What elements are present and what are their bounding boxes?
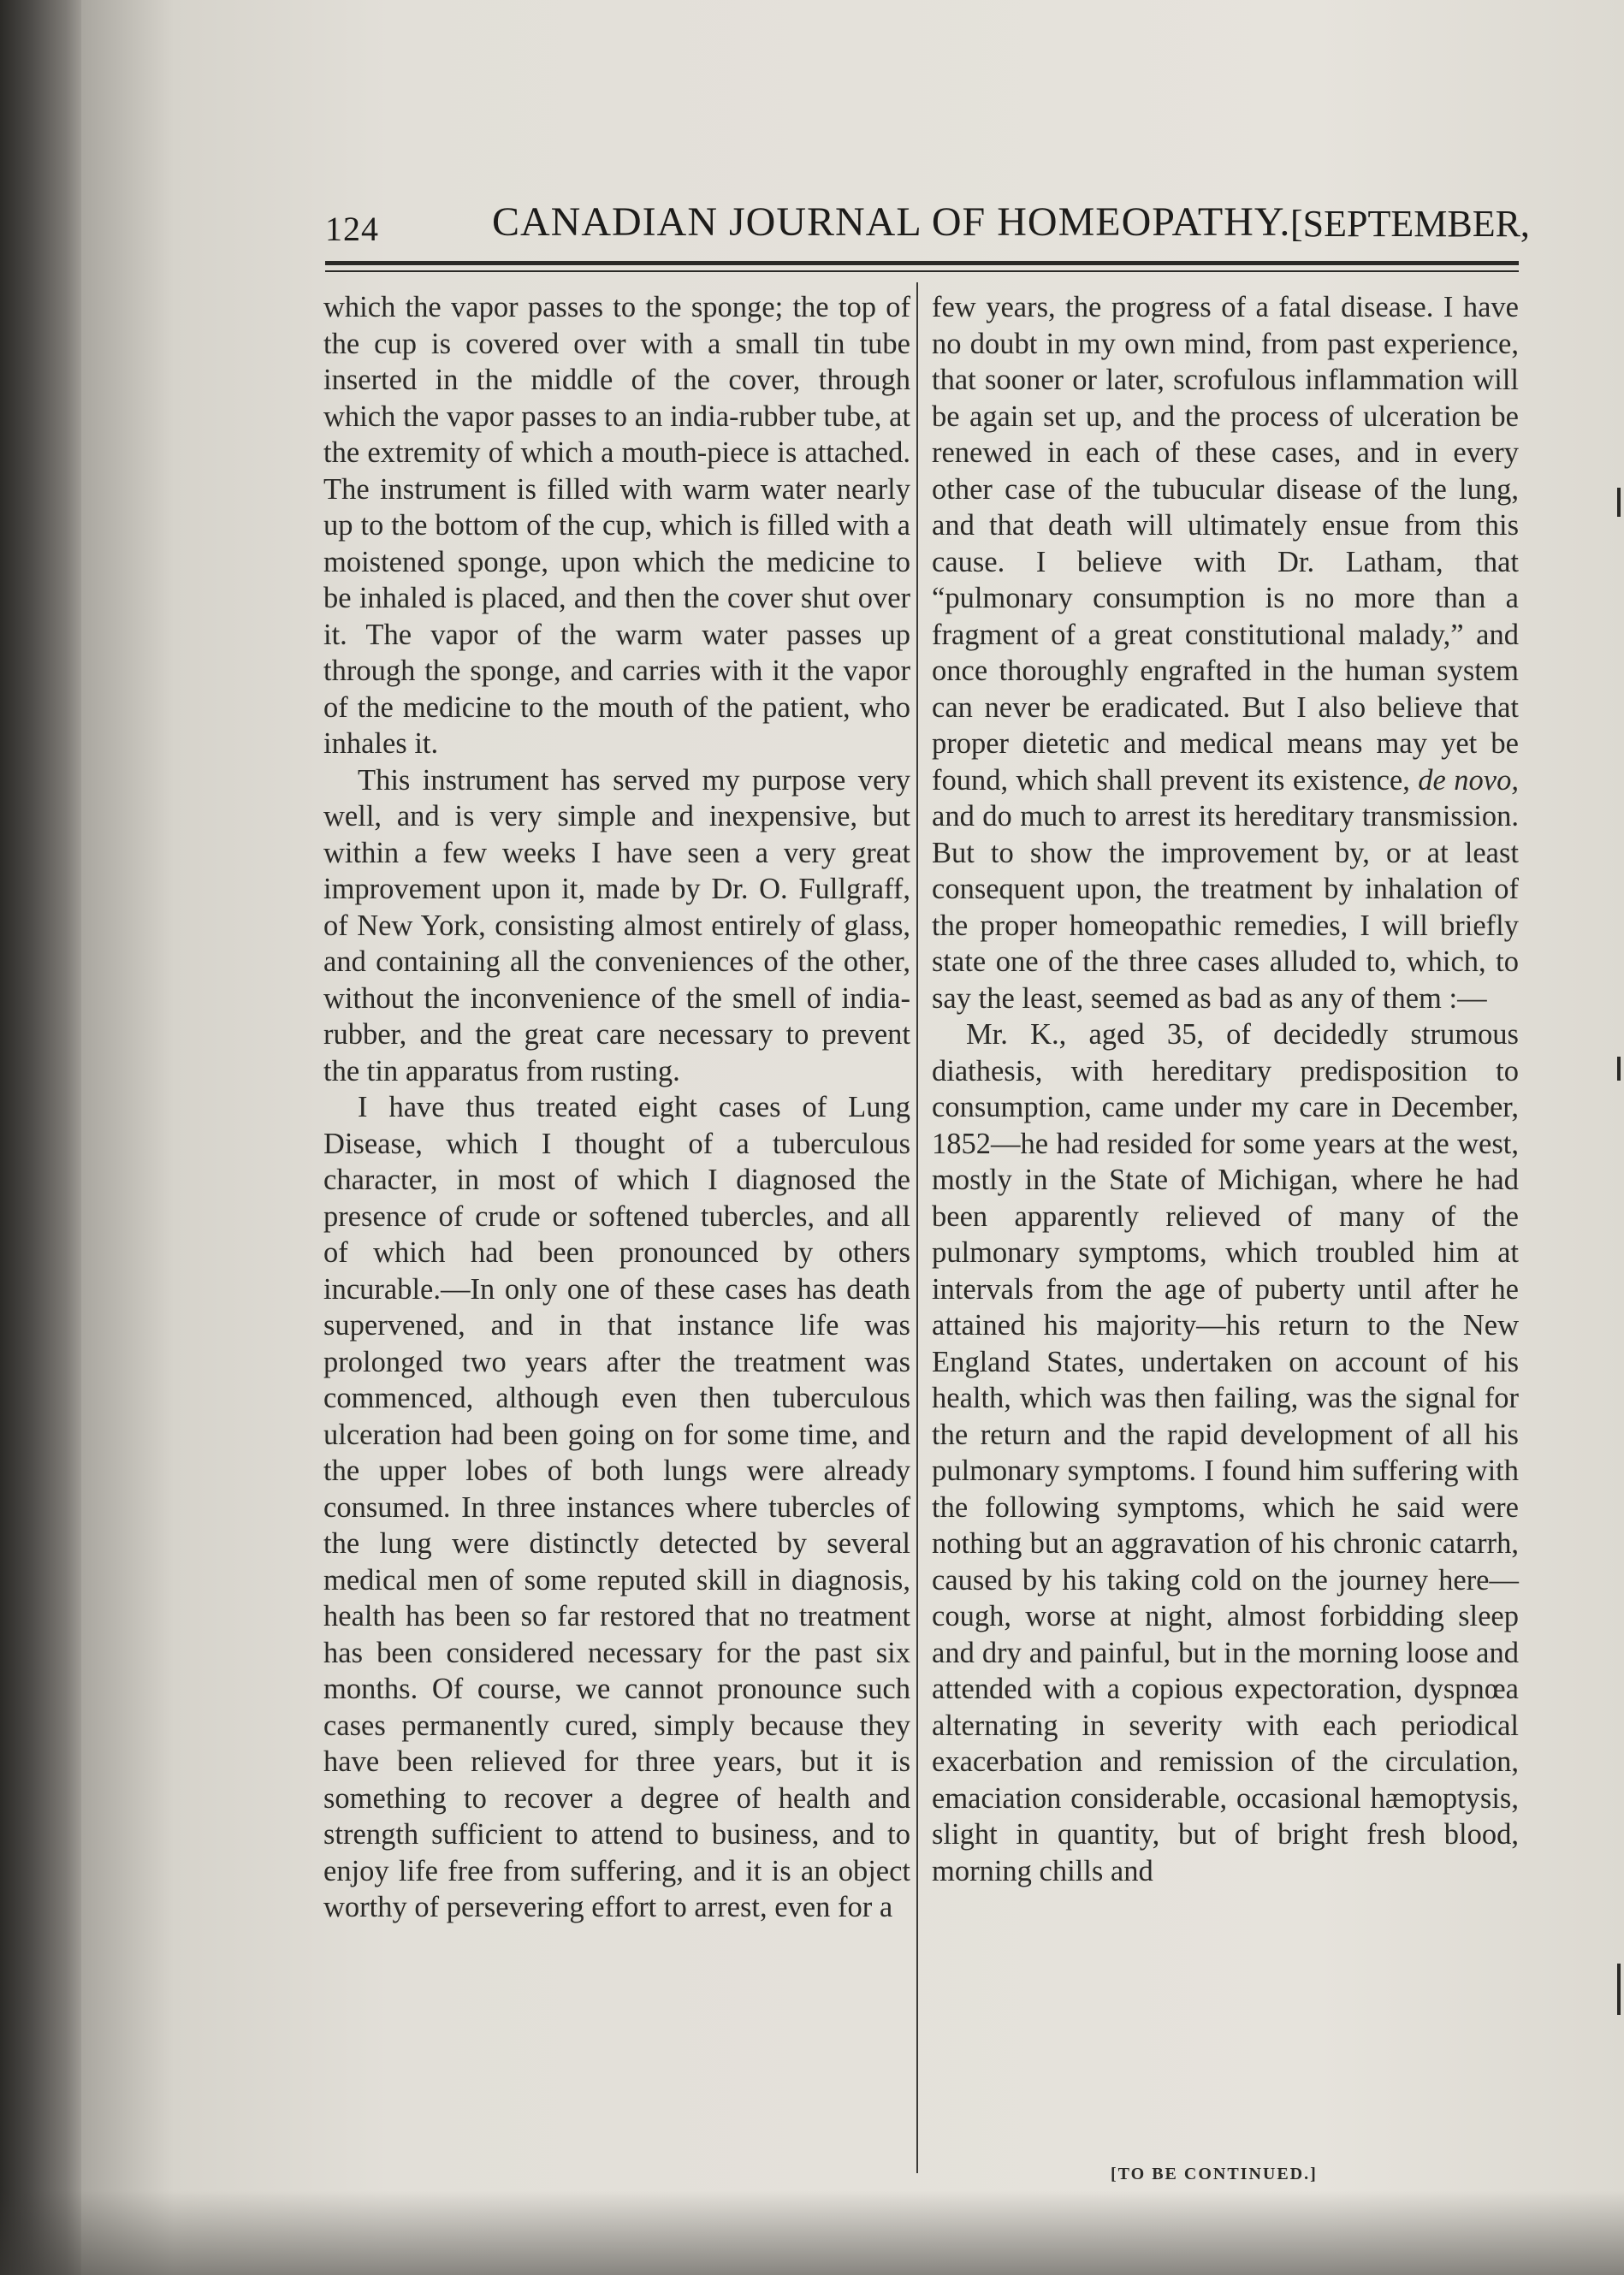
journal-title: CANADIAN JOURNAL OF HOMEOPATHY.: [492, 199, 1291, 245]
left-paragraph-2: This instrument has served my purpose very well, and is very simple and inexpensive, but within a few weeks I have seen a very great improvement upon it, made by Dr. O. Fullgraff, of New York, consisting almost entirely of glass, and containing all the conveniences of the other, without the inconvenience of the smell of india-rubber, and the great care necessary to prevent the tin apparatus from rusting.: [323, 763, 910, 1087]
header-rule-thin: [325, 270, 1519, 272]
page-header: [325, 190, 1530, 250]
page-edge-mark: [1617, 1057, 1621, 1081]
right-paragraph-1-start: few years, the progress of a fatal disease. I have no doubt in my own mind, from past experience, that sooner or later, scrofulous inflammation will be again set up, and the process of ulceration be renewed in each of these cases, and in every other case of the tubucular disease of the lung, and that death will ultimately ensue from this cause. I believe with Dr. Latham, that “pulmonary consumption is no more than a fragment of a great constitutional malady,” and once thoroughly engrafted in the human system can never be eradicated. But I also believe that proper dietetic and medical means may yet be found, which shall prevent its existence,: [932, 291, 1519, 797]
right-paragraph-2: Mr. K., aged 35, of decidedly strumous diathesis, with hereditary predisposition to consumption, came under my care in December, 1852—he had resided for some years at the west, mostly in the State of Michigan, where he had been apparently relieved of many of the pulmonary symptoms, which troubled him at intervals from the age of puberty until after he attained his majority—his return to the New England States, undertaken on account of his health, which was then failing, was the signal for the return and the rapid development of all his pulmonary symptoms. I found him suffering with the following symptoms, which he said were nothing but an aggravation of his chronic catarrh, caused by his taking cold on the journey here—cough, worse at night, almost forbidding sleep and dry and painful, but in the morning loose and attended with a copious expectoration, dyspnœa alternating in severity with each periodical exacerbation and remission of the circulation, emaciation considerable, occasional hæmoptysis, slight in quantity, but of bright fresh blood, morning chills and: [932, 1018, 1519, 1887]
right-paragraph-1-end: and do much to arrest its hereditary transmission. But to show the improvement by, or at least consequent upon, the treatment by inhalation of the proper homeopathic remedies, I will briefly state one of the three cases alluded to, which, to say the least, seemed as bad as any of them :—: [932, 800, 1519, 1015]
page-edge-mark: [1617, 488, 1621, 517]
column-divider: [916, 282, 918, 2173]
left-column: [323, 289, 910, 1926]
page-edge-mark: [1617, 1964, 1621, 2015]
continued-note: [TO BE CONTINUED.]: [1111, 2165, 1318, 2183]
book-spine-shadow: [0, 0, 94, 2275]
italic-phrase: de novo,: [1418, 763, 1519, 797]
page-number: 124: [325, 210, 379, 248]
running-head-month: [SEPTEMBER,: [1290, 203, 1530, 245]
left-paragraph-1: which the vapor passes to the sponge; the top of the cup is covered over with a small tin tube inserted in the middle of the cover, through which the vapor passes to an india-rubber tube, at the extremity of which a mouth-piece is attached. The instrument is filled with warm water nearly up to the bottom of the cup, which is filled with a moistened sponge, upon which the medicine to be inhaled is placed, and then the cover shut over it. The vapor of the warm water passes up through the sponge, and carries with it the vapor of the medicine to the mouth of the patient, who inhales it.: [323, 291, 910, 760]
right-column: [932, 289, 1519, 1889]
page-bottom-shadow: [0, 2190, 1624, 2275]
left-paragraph-3: I have thus treated eight cases of Lung Disease, which I thought of a tuberculous character, in most of which I diagnosed the presence of crude or softened tubercles, and all of which had been pronounced by others incurable.—In only one of these cases has death supervened, and in that instance life was prolonged two years after the treatment was commenced, although even then tuberculous ulceration had been going on for some time, and the upper lobes of both lungs were already consumed. In three instances where tubercles of the lung were distinctly detected by several medical men of some reputed skill in diagnosis, health has been so far restored that no treatment has been considered necessary for the past six months. Of course, we cannot pronounce such cases permanently cured, simply because they have been relieved for three years, but it is something to recover a degree of health and strength sufficient to attend to business, and to enjoy life free from suffering, and it is an object worthy of persevering effort to arrest, even for a: [323, 1091, 910, 1923]
right-paragraph-1: [932, 289, 1519, 1016]
header-rule-thick: [325, 261, 1519, 265]
